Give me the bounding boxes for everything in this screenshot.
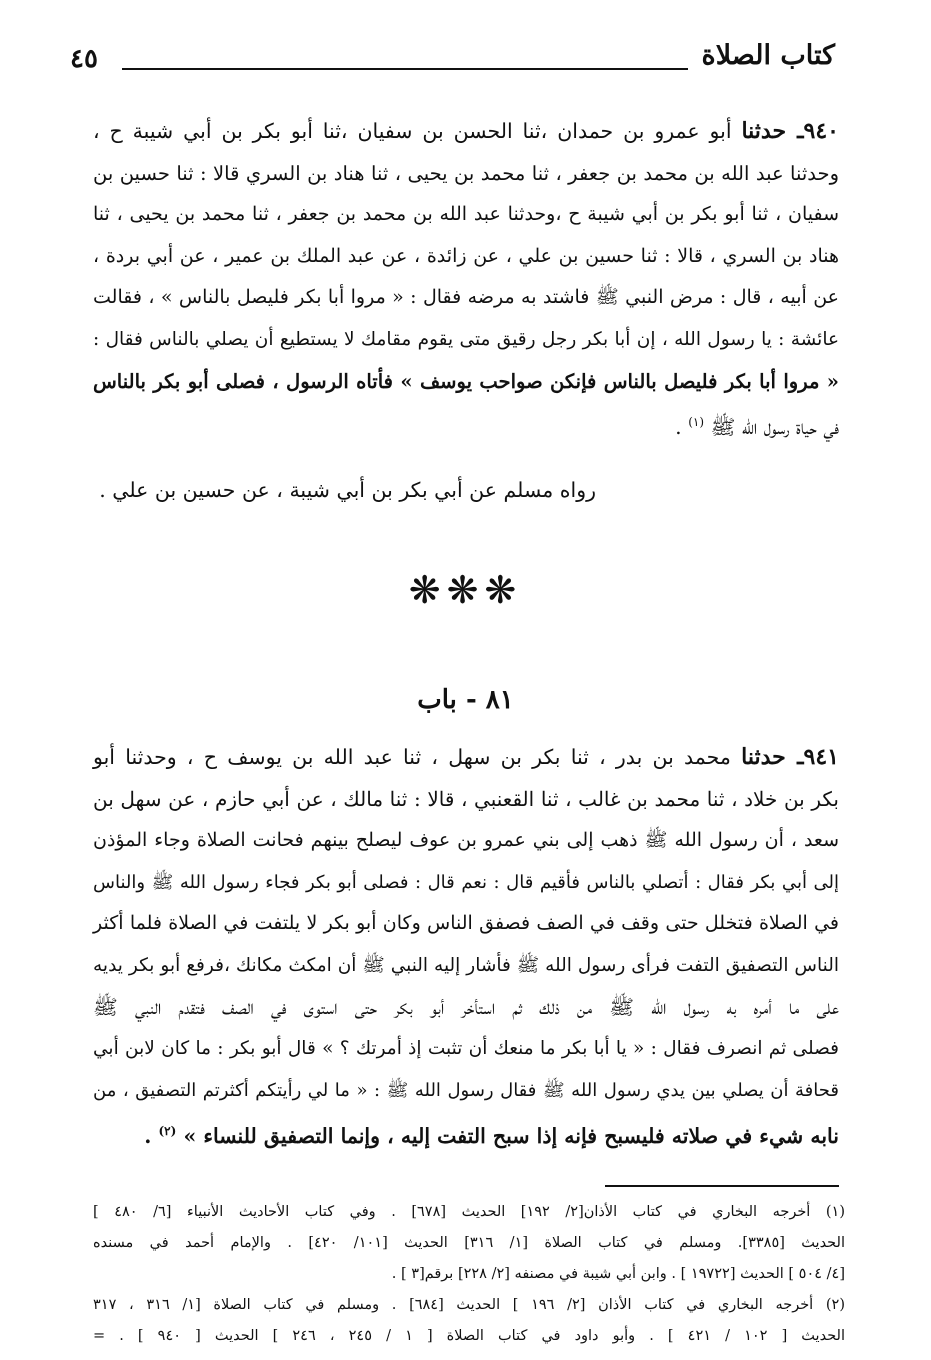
hadith-line <box>93 737 839 779</box>
hadith-number: ٩٤١ <box>803 744 839 770</box>
hadith-line: عن أبيه ، قال : مرض النبي ﷺ فاشتد به مرضه فقال : « مروا أبا بكر فليصل بالناس » ، فقالت <box>93 286 839 309</box>
page-number: ٤٥ <box>70 44 98 74</box>
hadith-line: قحافة أن يصلي بين يدي رسول الله ﷺ فقال رسول الله ﷺ : « ما لي رأيتكم أكثرتم التصفيق ، من <box>93 1079 839 1101</box>
footnote-line: [٤/ ٥٠٤ ] الحديث [١٩٧٢٢ ] . وابن أبي شيبة في مصنفه [٢/ ٢٢٨] برقم[٣ ] . <box>391 1266 845 1282</box>
footnotes <box>93 1197 845 1352</box>
hadith-line: وحدثنا عبد الله بن محمد بن جعفر ، ثنا محمد بن يحيى ، ثنا هناد بن السري قالا : ثنا حسين بن <box>93 161 839 185</box>
hadith-line-text: محمد بن بدر ، ثنا بكر بن سهل ، ثنا عبد الله بن يوسف ح ، وحدثنا أبو <box>93 745 731 769</box>
separator-stars: ❋❋❋ <box>408 568 523 612</box>
footnote-ref[interactable]: (١) <box>688 415 705 430</box>
running-head: كتاب الصلاة <box>701 40 835 71</box>
hadith-line: الناس التصفيق التفت فرأى رسول الله ﷺ فأشار إليه النبي ﷺ أن امكث مكانك ،فرفع أبو بكر يديه <box>93 954 839 976</box>
hadith-940 <box>93 111 839 444</box>
chapter-heading: ٨١ - باب <box>417 685 514 715</box>
hadith-keyword: ـ حدثنا <box>741 118 804 144</box>
hadith-line: على ما أمره به رسول الله ﷺ من ذلك ثم استأخر أبو بكر حتى استوى في الصف فتقدم النبي ﷺ <box>93 994 839 1019</box>
footnote-rule <box>605 1185 839 1187</box>
hadith-line: سفيان ، ثنا أبو بكر بن أبي شيبة ح ،وحدثنا عبد الله بن محمد بن جعفر ، ثنا محمد بن يحيى ، ثنا <box>93 203 839 226</box>
hadith-line: في الصلاة فتخلل حتى وقف في الصف فصفق الناس وكان أبو بكر لا يلتفت في الصلاة فلما أكثر <box>93 912 839 935</box>
hadith-line-text: في حياة رسول الله ﷺ <box>710 414 839 439</box>
hadith-line: هناد بن السري ، قالا : ثنا حسين بن علي ، عن زائدة ، عن عبد الملك بن عمير ، عن أبي بردة ، <box>93 244 839 267</box>
footnote-line: (١) أخرجه البخاري في كتاب الأذان[٢/ ١٩٢] الحديث [٦٧٨] . وفي كتاب الأحاديث الأنبياء [٦/ ٤٨٠ ] <box>93 1204 845 1220</box>
header-rule <box>122 68 688 70</box>
hadith-line <box>93 111 839 153</box>
hadith-line: عائشة : يا رسول الله ، إن أبا بكر رجل رقيق متى يقوم مقامك لا يستطيع أن يصلي بالناس فقال : <box>93 328 839 350</box>
hadith-line: سعد ، أن رسول الله ﷺ ذهب إلى بني عمرو بن عوف ليصلح بينهم فحانت الصلاة وجاء المؤذن <box>93 829 839 852</box>
hadith-line: إلى أبي بكر فقال : أتصلي بالناس فأقيم قال : نعم قال : فصلى أبو بكر فجاء رسول الله ﷺ والناس <box>93 871 839 893</box>
hadith-941 <box>93 737 839 1153</box>
hadith-line-text: نابه شيء في صلاته فليسبح فإنه إذا سبح التفت إليه ، وإنما التصفيق للنساء » <box>183 1124 839 1149</box>
hadith-keyword: ـ حدثنا <box>741 744 804 770</box>
footnote-line: الحديث [٣٣٨٥]. ومسلم في كتاب الصلاة [١/ ٣١٦] الحديث [١٠١/ ٤٢٠] . والإمام أحمد في مسنده <box>93 1235 845 1251</box>
footnote-line: (٢) أخرجه البخاري في كتاب الأذان [٢/ ١٩٦ ] الحديث [٦٨٤] . ومسلم في كتاب الصلاة [١/ ٣١٦ ، ٣١٧ <box>93 1297 845 1313</box>
footnote-ref[interactable]: (٢) <box>158 1124 177 1139</box>
hadith-line <box>93 1111 839 1153</box>
source-note: رواه مسلم عن أبي بكر بن أبي شيبة ، عن حسين بن علي . <box>99 478 596 502</box>
hadith-line: بكر بن خلاد ، ثنا محمد بن غالب ، ثنا القعنبي ، قالا : ثنا مالك ، عن أبي حازم ، عن سهل بن <box>93 786 839 811</box>
hadith-line <box>93 402 839 444</box>
hadith-line: « مروا أبا بكر فليصل بالناس فإنكن صواحب يوسف » فأتاه الرسول ، فصلى أبو بكر بالناس <box>93 369 839 393</box>
hadith-number: ٩٤٠ <box>803 118 839 144</box>
footnote-line: الحديث [ ١٠٢ / ٤٢١ ] . وأبو داود في كتاب الصلاة [ ١ / ٢٤٥ ، ٢٤٦ ] الحديث [ ٩٤٠ ] . = <box>93 1328 845 1344</box>
end-mark: . <box>144 1124 152 1149</box>
hadith-line: فصلى ثم انصرف فقال : « يا أبا بكر ما منعك أن تثبت إذ أمرتك ؟ » قال أبو بكر : ما كان لابن أبي <box>93 1038 839 1060</box>
hadith-line-text: أبو عمرو بن حمدان ،ثنا الحسن بن سفيان ،ثنا أبو بكر بن أبي شيبة ح ، <box>93 119 732 143</box>
end-mark: . <box>675 414 682 439</box>
